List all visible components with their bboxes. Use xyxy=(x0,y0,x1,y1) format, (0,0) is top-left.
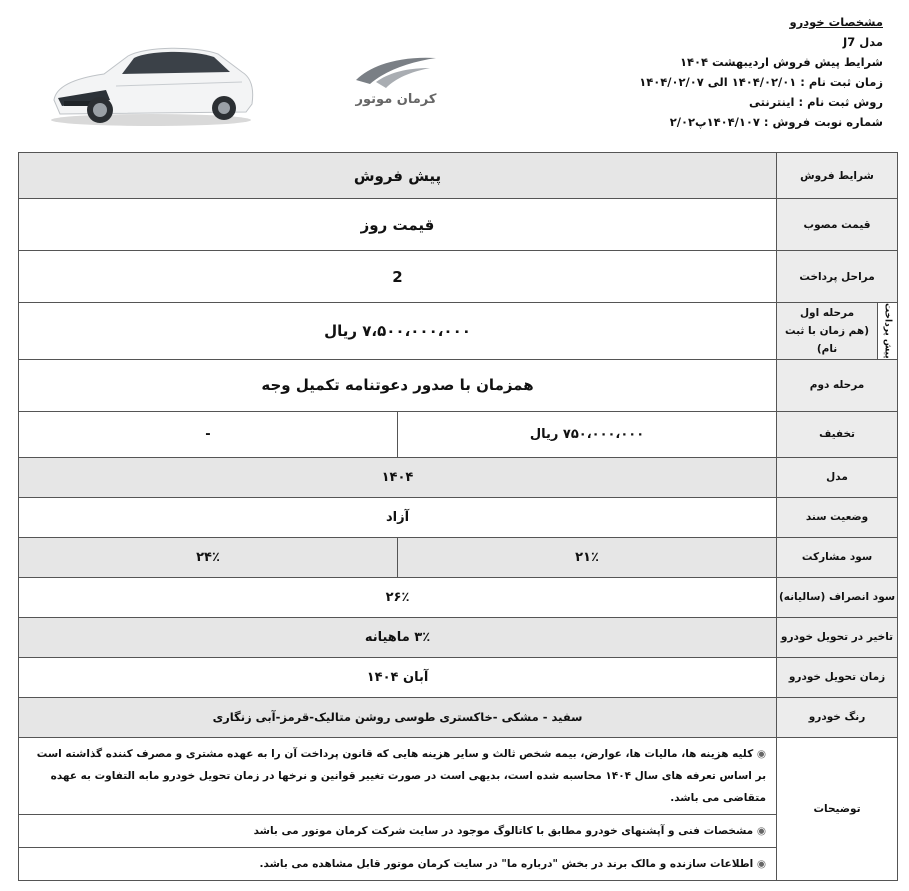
table-row xyxy=(19,537,898,577)
note-item xyxy=(19,815,776,848)
table-row xyxy=(19,411,898,457)
payment-steps-value: 2 xyxy=(19,251,777,303)
document-header xyxy=(0,0,909,152)
spec-title: مشخصات خودرو xyxy=(789,15,883,29)
registration-method-line: روش ثبت نام : اینترنتی xyxy=(749,95,883,109)
table-row xyxy=(19,497,898,537)
stage1-label-cell xyxy=(777,303,878,360)
note-item xyxy=(19,848,776,880)
car-image xyxy=(46,38,258,128)
note-text: مشخصات فنی و آپشنهای خودرو مطابق با کاتالوگ موجود در سایت شرکت کرمان موتور می باشد xyxy=(253,824,754,837)
notes-label: توضیحات xyxy=(777,737,898,880)
bullet-icon: ◉ xyxy=(756,857,767,870)
stage1-label-note: (هم زمان با ثبت نام) xyxy=(785,324,869,355)
delivery-value: آبان ۱۴۰۴ xyxy=(19,657,777,697)
table-row xyxy=(19,617,898,657)
discount-value-2: - xyxy=(19,411,398,457)
price-label: قیمت مصوب xyxy=(777,199,898,251)
sale-conditions-line: شرایط پیش فروش اردیبهشت ۱۴۰۴ xyxy=(679,55,883,69)
delivery-label: زمان تحویل خودرو xyxy=(777,657,898,697)
table-row xyxy=(19,657,898,697)
sale-type-value: پیش فروش xyxy=(19,153,777,199)
brand-mark-icon xyxy=(350,52,442,92)
stage2-value: همزمان با صدور دعوتنامه تکمیل وجه xyxy=(19,359,777,411)
prepayment-side-cell xyxy=(878,303,898,360)
table-row xyxy=(19,199,898,251)
model-label: مدل xyxy=(777,457,898,497)
bullet-icon: ◉ xyxy=(756,747,767,760)
table-row xyxy=(19,577,898,617)
table-row xyxy=(19,697,898,737)
model-line: مدل J7 xyxy=(842,35,883,49)
doc-status-label: وضعیت سند xyxy=(777,497,898,537)
partnership-value-2: ۲۴٪ xyxy=(19,537,398,577)
note-text: کلیه هزینه ها، مالیات ها، عوارض، بیمه شخص ثالث و سایر هزینه هایی که قانون پرداخت آن را به عهده مشتری و مصرف کننده گذاشته است بر اساس تعرفه های سال ۱۴۰۴ محاسبه شده است، بدیهی است در صورت تغییر قوانین و نرخها در زمان تحویل خودرو مابه التفاوت به عهده متقاضی می باشد. xyxy=(36,747,767,804)
bullet-icon: ◉ xyxy=(756,824,767,837)
table-row xyxy=(19,153,898,199)
note-item xyxy=(19,738,776,815)
stage2-label: مرحله دوم xyxy=(777,359,898,411)
discount-label: تخفیف xyxy=(777,411,898,457)
price-value: قیمت روز xyxy=(19,199,777,251)
cancel-value: ۲۶٪ xyxy=(19,577,777,617)
model-value: ۱۴۰۴ xyxy=(19,457,777,497)
table-row xyxy=(19,251,898,303)
discount-value-1: ۷۵۰،۰۰۰،۰۰۰ ریال xyxy=(398,411,777,457)
notes-cell xyxy=(19,737,777,880)
stage1-value: ۷،۵۰۰،۰۰۰،۰۰۰ ریال xyxy=(19,303,777,360)
delay-label: تاخیر در تحویل خودرو xyxy=(777,617,898,657)
doc-status-value: آزاد xyxy=(19,497,777,537)
partnership-value-1: ۲۱٪ xyxy=(398,537,777,577)
sale-number-line: شماره نوبت فروش : ۱۴۰۴/۱۰۷پ۲/۰۲ xyxy=(669,115,883,129)
payment-steps-label: مراحل پرداخت xyxy=(777,251,898,303)
prepayment-side-label: پیش پرداخت xyxy=(882,303,893,359)
partnership-label: سود مشارکت xyxy=(777,537,898,577)
table-row xyxy=(19,737,898,880)
table-row xyxy=(19,457,898,497)
sale-type-label: شرایط فروش xyxy=(777,153,898,199)
color-value: سفید - مشکی -خاکستری طوسی روشن متالیک-قرمز-آبی زنگاری xyxy=(19,697,777,737)
sale-conditions-table xyxy=(18,152,898,881)
stage1-label: مرحله اول xyxy=(799,306,855,319)
cancel-label: سود انصراف (سالیانه) xyxy=(777,577,898,617)
specs-block xyxy=(523,12,883,132)
brand-logo xyxy=(350,52,442,112)
delay-value: ۳٪ ماهیانه xyxy=(19,617,777,657)
note-text: اطلاعات سازنده و مالک برند در بخش "درباره ما" در سایت کرمان موتور قابل مشاهده می باشد. xyxy=(259,857,754,870)
color-label: رنگ خودرو xyxy=(777,697,898,737)
table-row xyxy=(19,359,898,411)
registration-time-line: زمان ثبت نام : ۱۴۰۴/۰۲/۰۱ الی ۱۴۰۴/۰۲/۰۷ xyxy=(639,75,883,89)
table-row xyxy=(19,303,898,360)
brand-logo-text: کرمان موتور xyxy=(355,92,437,107)
